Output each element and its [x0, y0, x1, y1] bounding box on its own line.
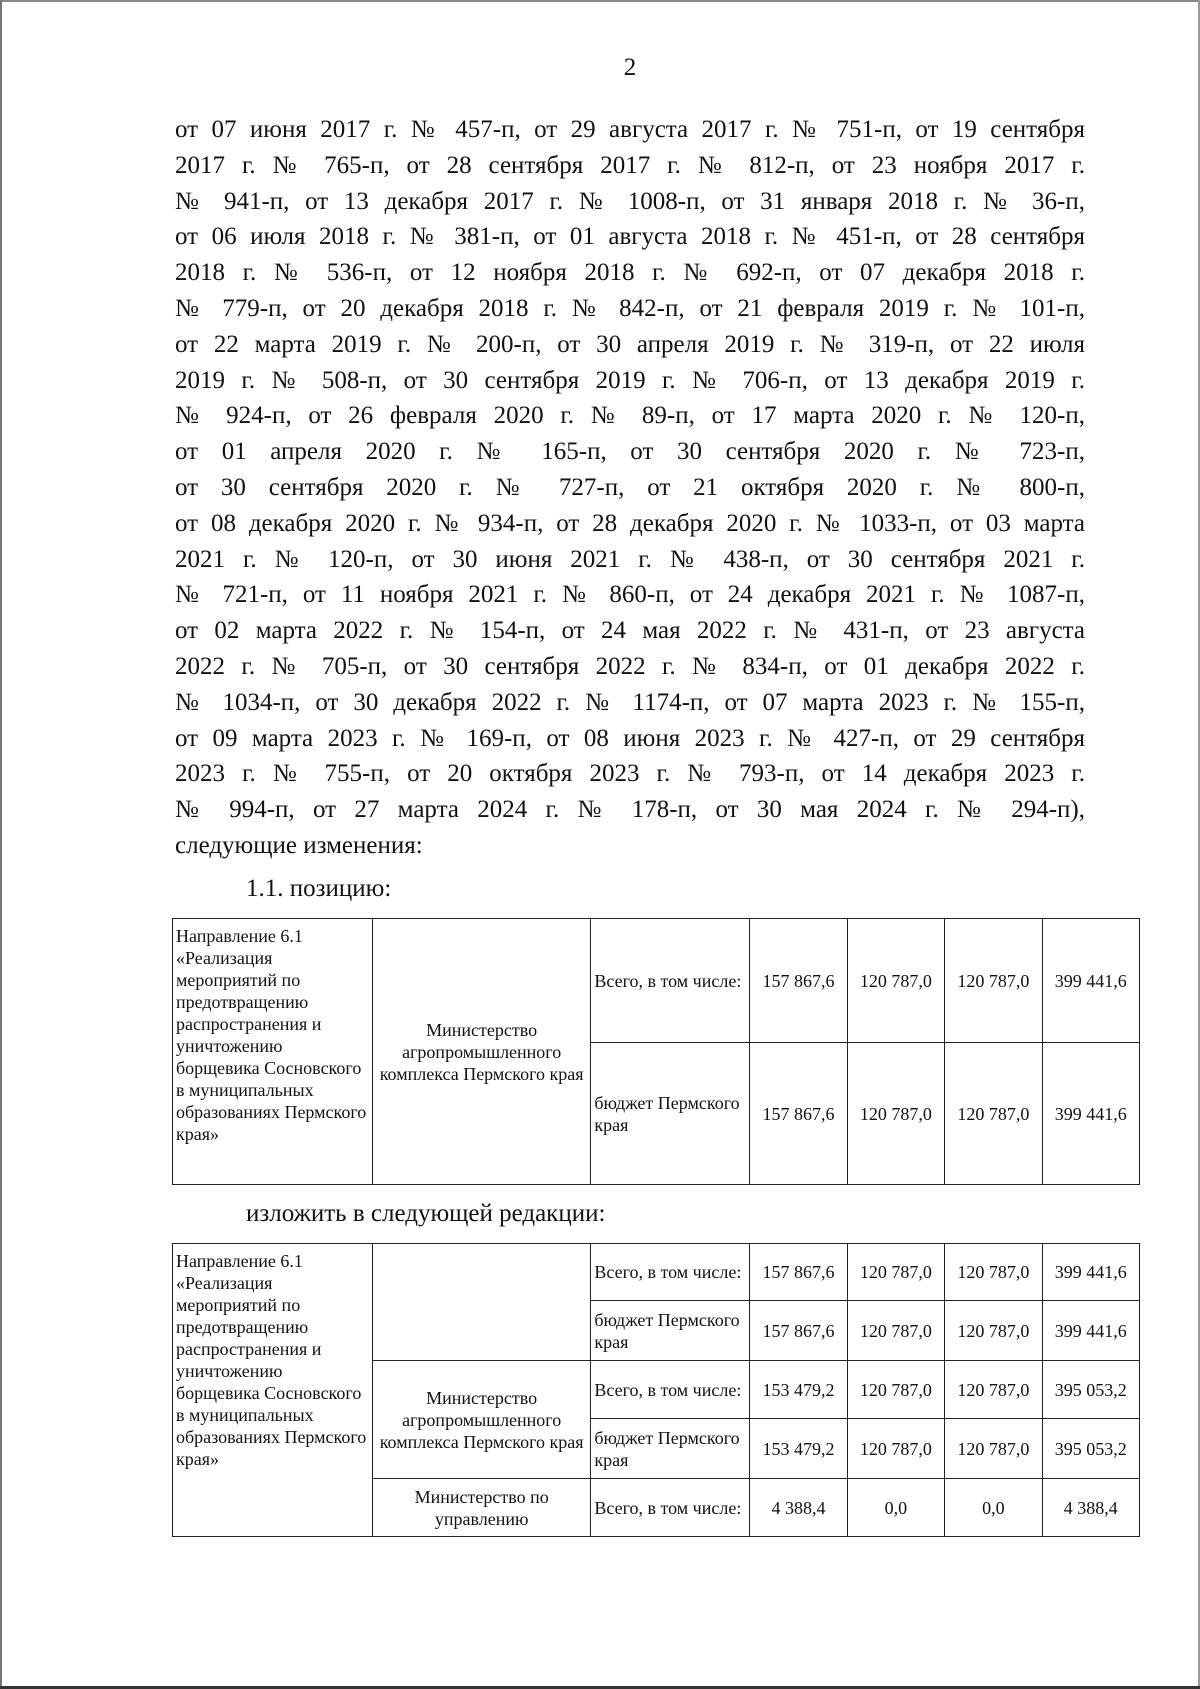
body-line: от 02 марта 2022 г. № 154-п, от 24 мая 2022 г. № 431-п, от 23 августа [175, 617, 1085, 645]
value-cell: 157 867,6 [750, 1301, 847, 1361]
executor-cell: Министерство агропромышленного комплекса Пермского края [372, 1361, 590, 1479]
funding-type-cell: бюджет Пермского края [591, 1419, 750, 1479]
value-cell: 120 787,0 [847, 1361, 944, 1419]
body-line: 2017 г. № 765-п, от 28 сентября 2017 г. № 812-п, от 23 ноября 2017 г. [175, 151, 1085, 179]
body-line: следующие изменения: [175, 831, 423, 859]
body-line: от 22 марта 2019 г. № 200-п, от 30 апреля 2019 г. № 319-п, от 22 июля [175, 330, 1085, 358]
body-line: № 924-п, от 26 февраля 2020 г. № 89-п, от 17 марта 2020 г. № 120-п, [175, 402, 1085, 430]
value-cell: 157 867,6 [750, 919, 847, 1043]
value-cell: 157 867,6 [750, 1244, 847, 1301]
value-cell: 120 787,0 [945, 1244, 1042, 1301]
funding-type-cell: Всего, в том числе: [591, 1361, 750, 1419]
value-cell: 399 441,6 [1042, 1244, 1139, 1301]
value-cell: 153 479,2 [750, 1361, 847, 1419]
body-line: 2023 г. № 755-п, от 20 октября 2023 г. № 793-п, от 14 декабря 2023 г. [175, 760, 1085, 788]
value-cell: 0,0 [945, 1479, 1042, 1537]
value-cell: 4 388,4 [1042, 1479, 1139, 1537]
value-cell: 399 441,6 [1042, 1043, 1139, 1185]
value-cell: 120 787,0 [945, 1301, 1042, 1361]
page-number: 2 [623, 54, 637, 81]
item-label: 1.1. позицию: [246, 875, 392, 902]
funding-type-cell: бюджет Пермского края [591, 1301, 750, 1361]
value-cell: 153 479,2 [750, 1419, 847, 1479]
body-line: от 06 июля 2018 г. № 381-п, от 01 августа 2018 г. № 451-п, от 28 сентября [175, 223, 1085, 251]
funding-type-cell: Всего, в том числе: [591, 919, 750, 1043]
value-cell: 120 787,0 [945, 1419, 1042, 1479]
body-line: 2021 г. № 120-п, от 30 июня 2021 г. № 438-п, от 30 сентября 2021 г. [175, 545, 1085, 573]
body-line: 2022 г. № 705-п, от 30 сентября 2022 г. № 834-п, от 01 декабря 2022 г. [175, 652, 1085, 680]
body-line: 2019 г. № 508-п, от 30 сентября 2019 г. № 706-п, от 13 декабря 2019 г. [175, 366, 1085, 394]
body-line: № 779-п, от 20 декабря 2018 г. № 842-п, от 21 февраля 2019 г. № 101-п, [175, 294, 1085, 322]
funding-type-cell: Всего, в том числе: [591, 1244, 750, 1301]
value-cell: 120 787,0 [847, 1043, 944, 1185]
funding-type-cell: Всего, в том числе: [591, 1479, 750, 1537]
value-cell: 120 787,0 [847, 919, 944, 1043]
value-cell: 399 441,6 [1042, 919, 1139, 1043]
value-cell: 120 787,0 [847, 1419, 944, 1479]
executor-cell: Министерство по управлению [372, 1479, 590, 1537]
body-line: от 09 марта 2023 г. № 169-п, от 08 июня 2023 г. № 427-п, от 29 сентября [175, 724, 1085, 752]
body-line: № 1034-п, от 30 декабря 2022 г. № 1174-п, от 07 марта 2023 г. № 155-п, [175, 688, 1085, 716]
body-line: от 07 июня 2017 г. № 457-п, от 29 августа 2017 г. № 751-п, от 19 сентября [175, 116, 1085, 143]
body-line: № 721-п, от 11 ноября 2021 г. № 860-п, от 24 декабря 2021 г. № 1087-п, [175, 581, 1085, 609]
direction-cell: Направление 6.1 «Реализация мероприятий по предотвращению распространения и уничтожению борщевика Сосновского в муниципальных образованиях Пермского края» [173, 919, 373, 1185]
body-line: от 08 декабря 2020 г. № 934-п, от 28 декабря 2020 г. № 1033-п, от 03 марта [175, 509, 1085, 537]
value-cell: 395 053,2 [1042, 1361, 1139, 1419]
value-cell: 120 787,0 [847, 1301, 944, 1361]
executor-cell: Министерство агропромышленного комплекса Пермского края [372, 919, 590, 1185]
value-cell: 4 388,4 [750, 1479, 847, 1537]
value-cell: 120 787,0 [945, 1043, 1042, 1185]
page-top-edge [0, 0, 1200, 2]
old-position-table [172, 918, 1140, 1185]
value-cell: 0,0 [847, 1479, 944, 1537]
body-line: № 994-п, от 27 марта 2024 г. № 178-п, от 30 мая 2024 г. № 294-п), [175, 796, 1085, 824]
value-cell: 157 867,6 [750, 1043, 847, 1185]
direction-cell: Направление 6.1 «Реализация мероприятий по предотвращению распространения и уничтожению борщевика Сосновского в муниципальных образованиях Пермского края» [173, 1244, 373, 1537]
page-left-edge [0, 0, 2, 1689]
replace-label: изложить в следующей редакции: [246, 1200, 606, 1227]
body-line: № 941-п, от 13 декабря 2017 г. № 1008-п, от 31 января 2018 г. № 36-п, [175, 187, 1085, 215]
value-cell: 120 787,0 [945, 919, 1042, 1043]
funding-type-cell: бюджет Пермского края [591, 1043, 750, 1185]
body-paragraph [175, 112, 1085, 864]
body-line: от 01 апреля 2020 г. № 165-п, от 30 сентября 2020 г. № 723-п, [175, 438, 1085, 466]
body-line: 2018 г. № 536-п, от 12 ноября 2018 г. № 692-п, от 07 декабря 2018 г. [175, 259, 1085, 287]
executor-cell-empty [372, 1244, 590, 1361]
body-line: от 30 сентября 2020 г. № 727-п, от 21 октября 2020 г. № 800-п, [175, 473, 1085, 501]
new-position-table [172, 1243, 1140, 1537]
value-cell: 120 787,0 [945, 1361, 1042, 1419]
value-cell: 399 441,6 [1042, 1301, 1139, 1361]
value-cell: 120 787,0 [847, 1244, 944, 1301]
value-cell: 395 053,2 [1042, 1419, 1139, 1479]
